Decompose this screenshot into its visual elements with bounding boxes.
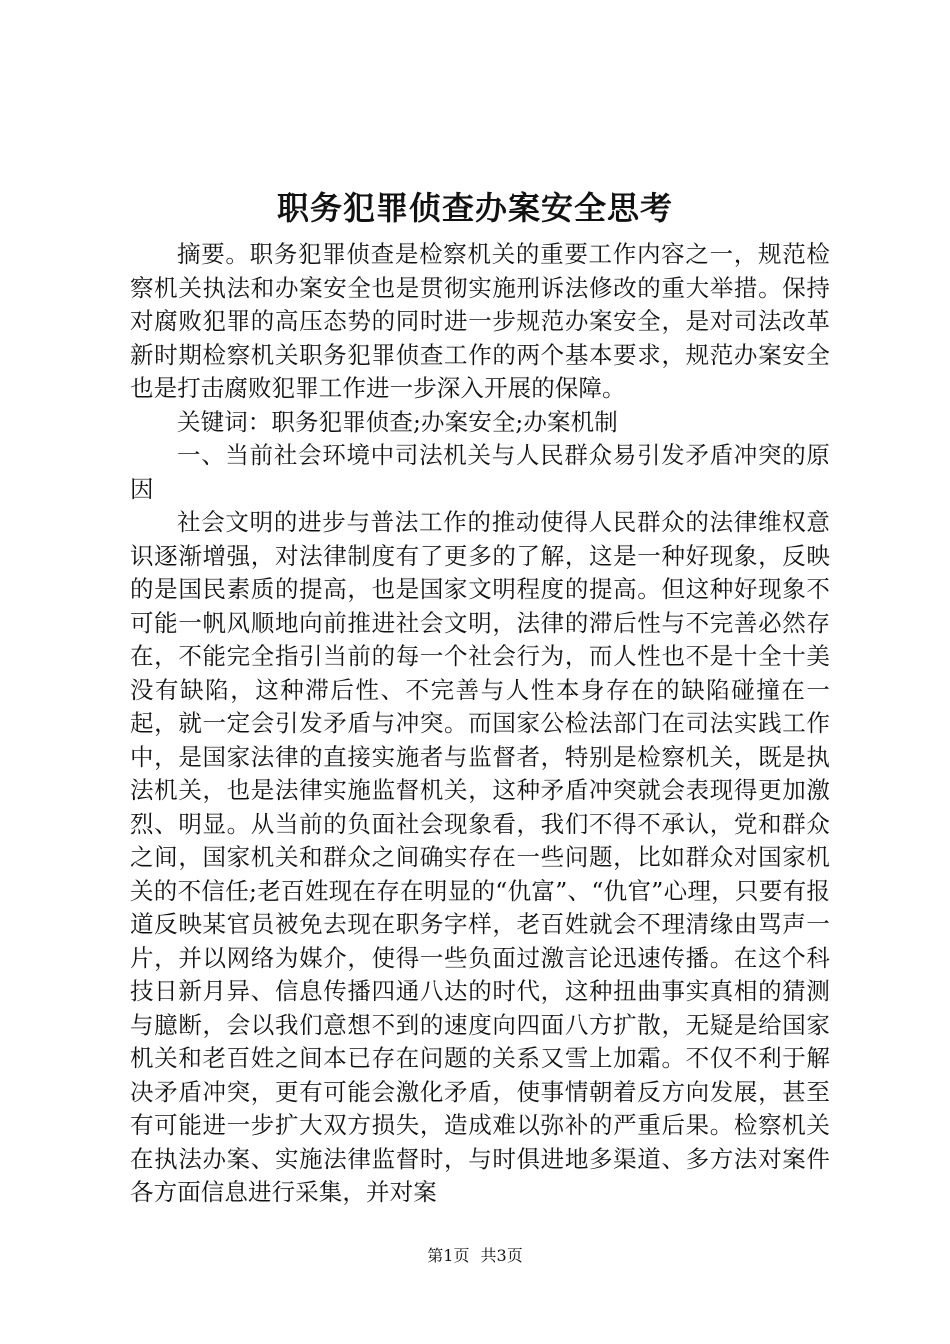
section-heading: 一、当前社会环境中司法机关与人民群众易引发矛盾冲突的原因: [130, 441, 830, 503]
page-total: 共3页: [480, 1246, 523, 1265]
document-body: [130, 238, 830, 1210]
abstract-paragraph: 摘要。职务犯罪侦查是检察机关的重要工作内容之一，规范检察机关执法和办案安全也是贯彻实施刑诉法修改的重大举措。保持对腐败犯罪的高压态势的同时进一步规范办案安全，是对司法改革新时期检察机关职务犯罪侦查工作的两个基本要求，规范办案安全也是打击腐败犯罪工作进一步深入开展的保障。: [130, 240, 830, 402]
body-paragraph: 社会文明的进步与普法工作的推动使得人民群众的法律维权意识逐渐增强，对法律制度有了更多的了解，这是一种好现象，反映的是国民素质的提高，也是国家文明程度的提高。但这种好现象不可能一帆风顺地向前推进社会文明，法律的滞后性与不完善必然存在，不能完全指引当前的每一个社会行为，而人性也不是十全十美没有缺陷，这种滞后性、不完善与人性本身存在的缺陷碰撞在一起，就一定会引发矛盾与冲突。而国家公检法部门在司法实践工作中，是国家法律的直接实施者与监督者，特别是检察机关，既是执法机关，也是法律实施监督机关，这种矛盾冲突就会表现得更加激烈、明显。从当前的负面社会现象看，我们不得不承认，党和群众之间，国家机关和群众之间确实存在一些问题，比如群众对国家机关的不信任;老百姓现在存在明显的“仇富”、“仇官”心理，只要有报道反映某官员被免去现在职务字样，老百姓就会不理清缘由骂声一片，并以网络为媒介，使得一些负面过激言论迅速传播。在这个科技日新月异、信息传播四通八达的时代，这种扭曲事实真相的猜测与臆断，会以我们意想不到的速度向四面八方扩散，无疑是给国家机关和老百姓之间本已存在问题的关系又雪上加霜。不仅不利于解决矛盾冲突，更有可能会激化矛盾，使事情朝着反方向发展，甚至有可能进一步扩大双方损失，造成难以弥补的严重后果。检察机关在执法办案、实施法律监督时，与时俱进地多渠道、多方法对案件各方面信息进行采集，并对案: [130, 508, 830, 1206]
page-number: 第1页: [427, 1246, 470, 1265]
page-footer: [0, 1245, 950, 1267]
page-title: 职务犯罪侦查办案安全思考: [276, 189, 673, 227]
keywords-paragraph: 关键词：职务犯罪侦查;办案安全;办案机制: [177, 407, 618, 436]
